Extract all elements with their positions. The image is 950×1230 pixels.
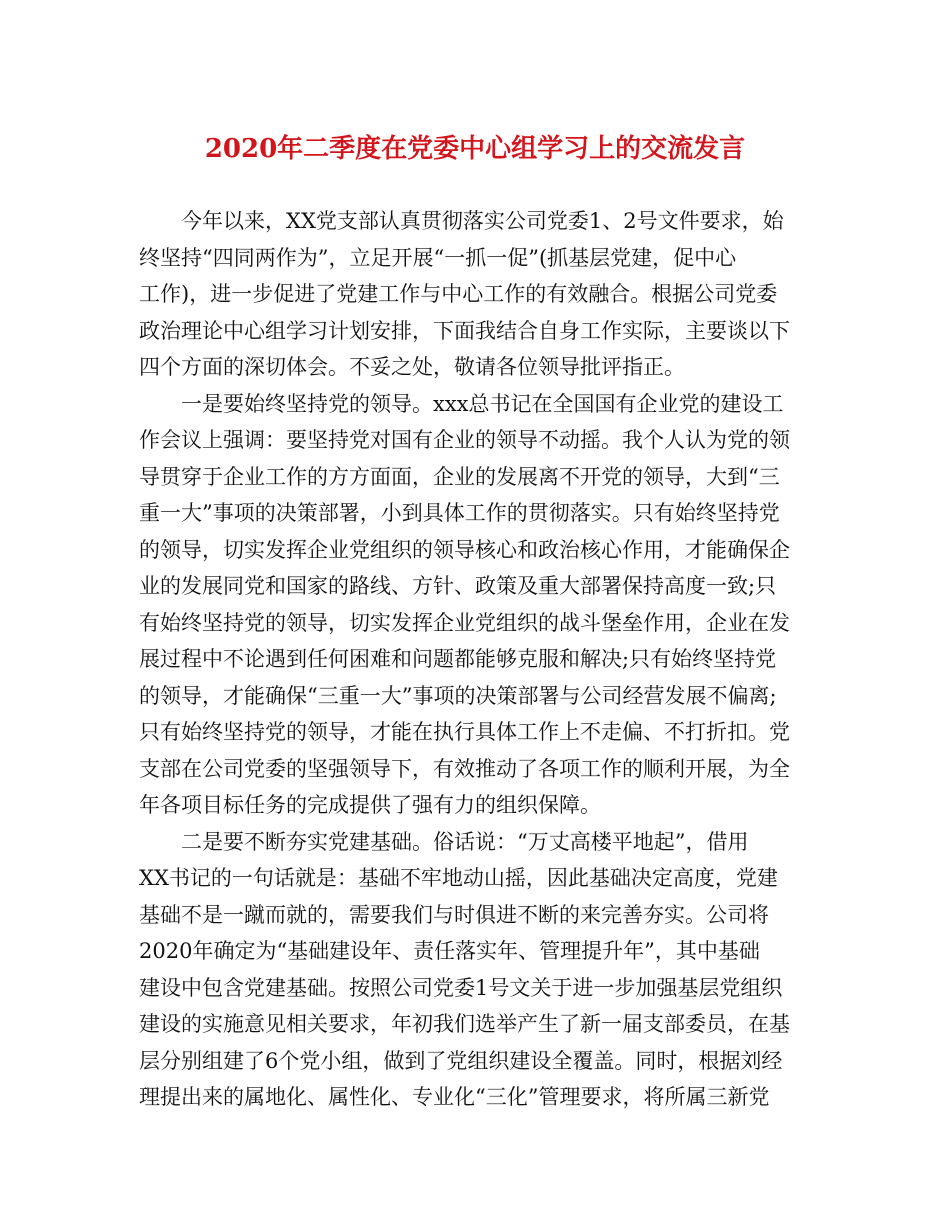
document-body: [139, 203, 819, 1116]
document-title: 2020年二季度在党委中心组学习上的交流发言: [204, 134, 746, 164]
text-line: 二是要不断夯实党建基础。俗话说：“万丈高楼平地起”，借用: [181, 829, 749, 854]
text-line: 政治理论中心组学习计划安排，下面我结合自身工作实际，主要谈以下: [139, 318, 790, 343]
text-line: 的领导，才能确保“三重一大”事项的决策部署与公司经营发展不偏离;: [139, 683, 777, 708]
text-line: 业的发展同党和国家的路线、方针、政策及重大部署保持高度一致;只: [139, 574, 777, 598]
text-line: 基础不是一蹴而就的，需要我们与时俱进不断的来完善夯实。公司将: [139, 902, 769, 927]
text-line: 的领导，切实发挥企业党组织的领导核心和政治核心作用，才能确保企: [139, 537, 790, 562]
text-line: 今年以来，XX党支部认真贯彻落实公司党委1、2号文件要求，始: [181, 209, 784, 233]
text-line: 有始终坚持党的领导，切实发挥企业党组织的战斗堡垒作用，企业在发: [139, 610, 790, 635]
text-line: 工作)，进一步促进了党建工作与中心工作的有效融合。根据公司党委: [139, 282, 778, 306]
paragraph-point-one: [139, 386, 819, 824]
text-line: 支部在公司党委的坚强领导下，有效推动了各项工作的顺利开展，为全: [139, 756, 790, 781]
paragraph-intro: [139, 203, 819, 386]
paragraph-point-two: [139, 824, 819, 1116]
text-line: 展过程中不论遇到任何困难和问题都能够克服和解决;只有始终坚持党: [139, 647, 777, 671]
text-line: 作会议上强调：要坚持党对国有企业的领导不动摇。我个人认为党的领: [139, 428, 790, 452]
text-line: 重一大”事项的决策部署，小到具体工作的贯彻落实。只有始终坚持党: [139, 501, 780, 525]
text-line: 建设的实施意见相关要求，年初我们选举产生了新一届支部委员，在基: [139, 1012, 790, 1036]
text-line: 建设中包含党建基础。按照公司党委1号文关于进一步加强基层党组织: [139, 975, 783, 1000]
text-line: XX书记的一句话就是：基础不牢地动山摇，因此基础决定高度，党建: [139, 866, 778, 890]
text-line: 层分别组建了6个党小组，做到了党组织建设全覆盖。同时，根据刘经: [139, 1048, 783, 1073]
text-line: 年各项目标任务的完成提供了强有力的组织保障。: [139, 793, 601, 817]
text-line: 只有始终坚持党的领导，才能在执行具体工作上不走偏、不打折扣。党: [139, 720, 790, 744]
text-line: 理提出来的属地化、属性化、专业化“三化”管理要求，将所属三新党: [139, 1085, 770, 1109]
text-line: 2020年确定为“基础建设年、责任落实年、管理提升年”，其中基础: [139, 939, 760, 963]
text-line: 四个方面的深切体会。不妥之处，敬请各位领导批评指正。: [139, 355, 685, 379]
text-line: 导贯穿于企业工作的方方面面，企业的发展离不开党的领导，大到“三: [139, 464, 780, 489]
text-line: 一是要始终坚持党的领导。xxx总书记在全国国有企业党的建设工: [181, 391, 784, 416]
text-line: 终坚持“四同两作为”，立足开展“一抓一促”(抓基层党建，促中心: [139, 245, 737, 270]
